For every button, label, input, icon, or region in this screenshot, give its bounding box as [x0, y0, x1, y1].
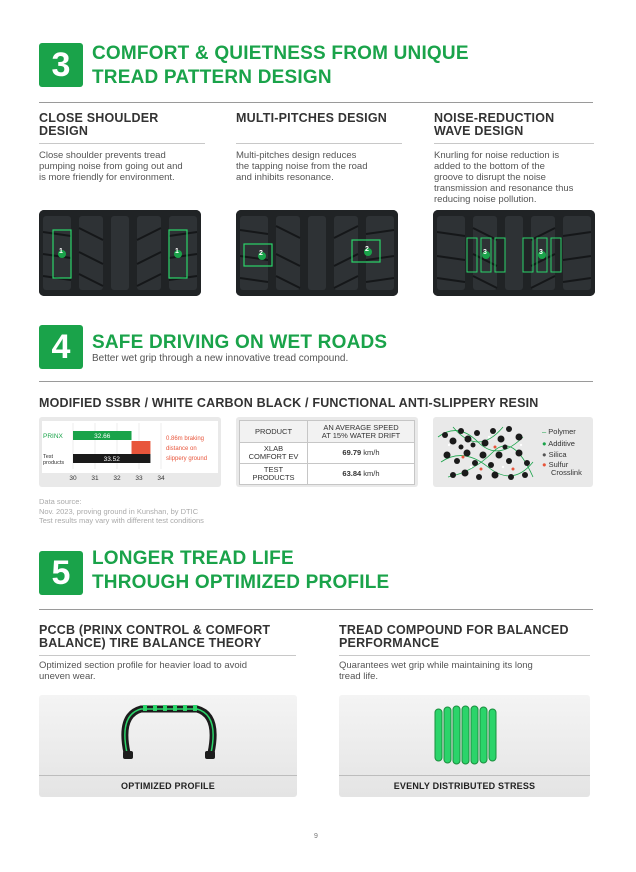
table-cell-speed: [308, 443, 415, 464]
table-cell-product: [240, 464, 308, 485]
test-category-label-line2: products: [43, 460, 65, 466]
x-tick-label: 31: [91, 475, 99, 482]
row-1-speed-value: 69.79: [342, 448, 362, 457]
section-5-title: [92, 547, 389, 595]
pccb-heading-line1: PCCB (PRINX CONTROL & COMFORT: [39, 623, 271, 637]
stress-footprint-illustration: [339, 695, 590, 775]
row-1-product-line2: COMFORT EV: [248, 452, 299, 461]
multi-pitches-text-line2: the tapping noise from the road: [236, 161, 368, 172]
tread-compound-text-line1: Quarantees wet grip while maintaining its long: [339, 660, 533, 671]
evenly-distributed-stress-caption: EVENLY DISTRIBUTED STRESS: [393, 781, 536, 791]
tread-compound-text: [339, 660, 533, 682]
marker-1-right: 1: [175, 248, 179, 255]
noise-reduction-text-line5: reducing noise pollution.: [434, 194, 537, 205]
section-5-title-line1: LONGER TREAD LIFE: [92, 548, 294, 569]
braking-annotation-line1: 0.86m braking: [166, 436, 205, 442]
tread-compound-heading-line1: TREAD COMPOUND FOR BALANCED: [339, 623, 569, 637]
multi-pitches-text-line1: Multi-pitches design reduces: [236, 150, 357, 161]
x-tick-label: 34: [157, 475, 165, 482]
legend-silica: ● Silica: [542, 450, 567, 459]
pccb-text: [39, 660, 247, 682]
marker-3-right: 3: [539, 249, 543, 256]
tread-compound-divider: [339, 655, 590, 656]
section-5-title-line2: THROUGH OPTIMIZED PROFILE: [92, 572, 390, 593]
noise-reduction-divider: [434, 143, 594, 144]
close-shoulder-divider: [39, 143, 205, 144]
braking-difference-highlight: [132, 441, 151, 454]
close-shoulder-heading: [39, 112, 158, 138]
test-category-label-line1: Test: [43, 454, 54, 460]
optimized-profile-card: [39, 695, 297, 797]
marker-1-left: 1: [59, 248, 63, 255]
stress-caption-divider: [339, 775, 590, 776]
x-tick-label: 30: [69, 475, 77, 482]
noise-reduction-heading-line2: WAVE DESIGN: [434, 124, 524, 138]
noise-reduction-tread-image: [433, 210, 595, 296]
compound-subheading: MODIFIED SSBR / WHITE CARBON BLACK / FUNCTIONAL ANTI-SLIPPERY RESIN: [39, 396, 539, 410]
close-shoulder-text-line1: Close shoulder prevents tread: [39, 150, 166, 161]
data-source-note-line3: Test results may vary with different test conditions: [39, 516, 204, 525]
noise-reduction-heading: [434, 112, 554, 138]
marker-2-right: 2: [365, 246, 369, 253]
pccb-text-line2: uneven wear.: [39, 671, 96, 682]
multi-pitches-tread-image: [236, 210, 398, 296]
tread-compound-heading: [339, 624, 569, 650]
legend-polymer: – Polymer: [542, 427, 576, 436]
pccb-divider: [39, 655, 296, 656]
multi-pitches-text-line3: and inhibits resonance.: [236, 172, 334, 183]
prinx-category-label: PRINX: [43, 433, 63, 440]
evenly-distributed-stress-card: [339, 695, 590, 797]
section-4-number: 4: [39, 325, 83, 369]
prinx-bar-value: 32.66: [94, 433, 111, 440]
close-shoulder-text-line3: is more friendly for environment.: [39, 172, 175, 183]
x-tick-label: 33: [135, 475, 143, 482]
compound-legend: [542, 426, 582, 477]
noise-reduction-text-line3: groove to disrupt the noise: [434, 172, 546, 183]
noise-reduction-text: [434, 150, 573, 205]
noise-reduction-heading-line1: NOISE-REDUCTION: [434, 111, 555, 125]
x-tick-label: 32: [113, 475, 121, 482]
noise-reduction-text-line2: added to the bottom of the: [434, 161, 545, 172]
multi-pitches-text: [236, 150, 368, 183]
compound-structure-panel: [433, 417, 593, 487]
test-bar-value: 33.52: [103, 456, 120, 463]
multi-pitches-divider: [236, 143, 402, 144]
section-5-divider: [39, 609, 593, 610]
legend-polymer-label: Polymer: [548, 427, 576, 436]
legend-silica-label: Silica: [548, 450, 567, 459]
marker-2-left: 2: [259, 250, 263, 257]
table-header-product: PRODUCT: [240, 421, 308, 443]
table-row: [240, 464, 415, 485]
table-cell-product: [240, 443, 308, 464]
page-number: 9: [314, 833, 318, 840]
table-cell-speed: [308, 464, 415, 485]
braking-distance-chart: [39, 417, 221, 487]
data-source-note-line2: Nov. 2023, proving ground in Kunshan, by DTIC: [39, 506, 199, 516]
legend-sulfur-crosslink: ● Sulfur Crosslink: [542, 459, 582, 477]
data-source-note-line1: Data source:: [39, 497, 82, 506]
section-5-number: 5: [39, 551, 83, 595]
section-3-title-line1: COMFORT & QUIETNESS FROM UNIQUE: [92, 43, 469, 64]
noise-reduction-text-line1: Knurling for noise reduction is: [434, 150, 560, 161]
close-shoulder-text: [39, 150, 183, 183]
optimized-profile-caption: OPTIMIZED PROFILE: [121, 781, 215, 791]
tread-compound-heading-line2: PERFORMANCE: [339, 636, 440, 650]
section-4-subtitle: Better wet grip through a new innovative tread compound.: [92, 353, 349, 364]
table-row: [240, 443, 415, 464]
section-4-title: SAFE DRIVING ON WET ROADS: [92, 332, 388, 353]
row-2-product-line2: PRODUCTS: [252, 473, 295, 482]
tread-compound-text-line2: tread life.: [339, 671, 379, 682]
section-3-title: [92, 42, 469, 90]
legend-additive-label: Additive: [548, 438, 575, 448]
tire-profile-illustration: [39, 695, 297, 775]
braking-chart-panel: [39, 417, 221, 487]
legend-sulfur-label: Sulfur: [548, 459, 569, 469]
section-3-divider: [39, 102, 593, 103]
marker-3-left: 3: [483, 249, 487, 256]
row-2-product-line1: TEST: [263, 465, 284, 474]
molecule-illustration: [433, 417, 543, 487]
profile-caption-divider: [39, 775, 297, 776]
section-4-divider: [39, 381, 593, 382]
section-3-number: 3: [39, 43, 83, 87]
row-1-speed-unit: km/h: [363, 448, 380, 457]
row-2-speed-value: 63.84: [342, 469, 362, 478]
close-shoulder-text-line2: pumping noise from going out and: [39, 161, 183, 172]
braking-annotation-line3: slippery ground: [166, 456, 208, 462]
close-shoulder-tread-image: [39, 210, 201, 296]
row-2-speed-unit: km/h: [363, 469, 380, 478]
legend-additive: ● Additive: [542, 438, 575, 448]
water-drift-table-panel: [236, 417, 418, 487]
pccb-text-line1: Optimized section profile for heavier load to avoid: [39, 660, 248, 671]
close-shoulder-heading-line2: DESIGN: [39, 124, 89, 138]
data-source-note: [39, 497, 204, 526]
noise-reduction-text-line4: transmission and resonance thus: [434, 183, 574, 194]
multi-pitches-heading: [236, 112, 387, 125]
close-shoulder-heading-line1: CLOSE SHOULDER: [39, 111, 159, 125]
section-3-title-line2: TREAD PATTERN DESIGN: [92, 67, 332, 88]
water-drift-table: [239, 420, 415, 485]
table-header-speed-line1: AN AVERAGE SPEED: [323, 422, 399, 432]
pccb-heading-line2: BALANCE) TIRE BALANCE THEORY: [39, 636, 262, 650]
pccb-heading: [39, 624, 270, 650]
table-header-speed-line2: AT 15% WATER DRIFT: [321, 430, 401, 440]
table-header-speed: [308, 421, 415, 443]
braking-annotation-line2: distance on: [166, 446, 197, 452]
legend-crosslink-label: Crosslink: [551, 467, 582, 477]
row-1-product-line1: XLAB: [263, 444, 284, 453]
multi-pitches-heading-line1: MULTI-PITCHES DESIGN: [236, 111, 387, 125]
